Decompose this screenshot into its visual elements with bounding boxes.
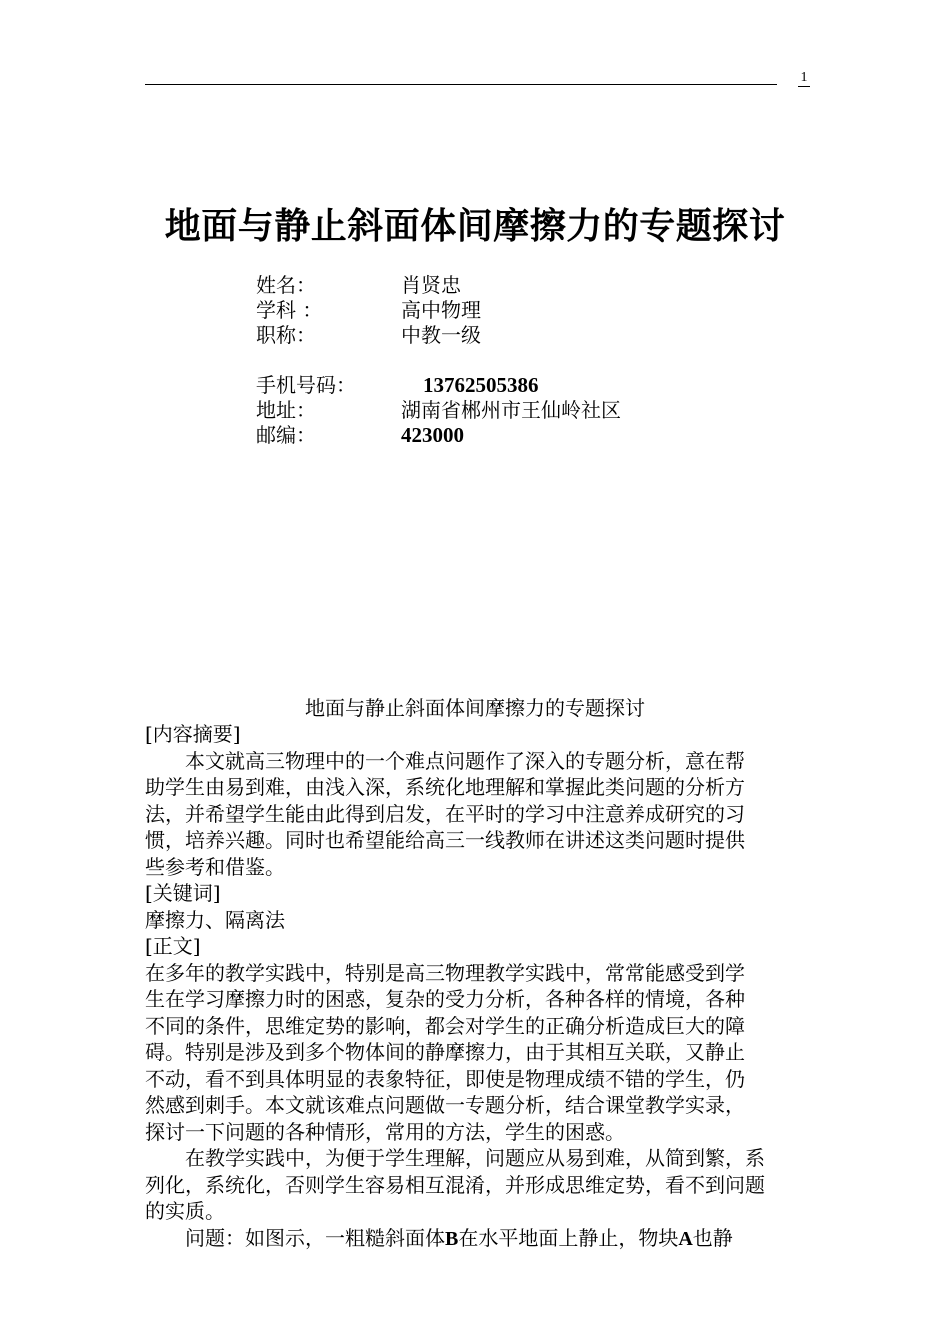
- name-value: 肖贤忠: [401, 273, 461, 297]
- address-value: 湖南省郴州市王仙岭社区: [401, 398, 621, 422]
- keywords-heading: [关键词]: [145, 881, 221, 905]
- paragraph-line: 不同的条件，思维定势的影响，都会对学生的正确分析造成巨大的障: [145, 1013, 745, 1038]
- abstract-line: 法，并希望学生能由此得到启发，在平时的学习中注意养成研究的习: [145, 801, 745, 826]
- article-body: [145, 721, 809, 1251]
- subject-value: 高中物理: [401, 298, 481, 322]
- name-label: 姓名：: [256, 273, 316, 297]
- problem-line: [145, 1225, 809, 1252]
- problem-prefix: 问题：如图示，一粗糙斜面体: [185, 1225, 445, 1250]
- section-title: 地面与静止斜面体间摩擦力的专题探讨: [305, 696, 645, 720]
- paragraph-line: 在教学实践中，为便于学生理解，问题应从易到难，从简到繁，系: [185, 1146, 765, 1170]
- abstract-line: 些参考和借鉴。: [145, 854, 285, 879]
- paragraph-line: 然感到刺手。本文就该难点问题做一专题分析，结合课堂教学实录，: [145, 1093, 745, 1117]
- paragraph-line: 列化，系统化，否则学生容易相互混淆，并形成思维定势，看不到问题: [145, 1172, 765, 1197]
- subject-label: 学科 ：: [256, 298, 323, 322]
- postcode-label: 邮编：: [256, 423, 316, 447]
- abstract-line: 惯，培养兴趣。同时也希望能给高三一线教师在讲述这类问题时提供: [145, 828, 745, 852]
- phone-value: 13762505386: [423, 373, 539, 397]
- body-heading: [正文]: [145, 934, 201, 958]
- paragraph-line: 探讨一下问题的各种情形，常用的方法，学生的困惑。: [145, 1119, 625, 1144]
- job-title-label: 职称：: [256, 323, 316, 347]
- object-a-label: A: [678, 1227, 693, 1250]
- keywords-text: 摩擦力、隔离法: [145, 907, 285, 932]
- abstract-line: 本文就高三物理中的一个难点问题作了深入的专题分析，意在帮: [185, 748, 745, 773]
- page-number: 1: [798, 70, 810, 87]
- phone-label: 手机号码：: [256, 373, 356, 397]
- abstract-line: 助学生由易到难，由浅入深，系统化地理解和掌握此类问题的分析方: [145, 775, 745, 799]
- problem-mid: 在水平地面上静止，物块: [458, 1225, 679, 1250]
- paragraph-line: 碍。特别是涉及到多个物体间的静摩擦力，由于其相互关联，又静止: [145, 1040, 745, 1064]
- problem-suffix: 也静: [692, 1225, 733, 1250]
- postcode-value: 423000: [401, 423, 464, 447]
- header-rule: [145, 84, 777, 85]
- paragraph-line: 生在学习摩擦力时的困惑，复杂的受力分析，各种各样的情境，各种: [145, 987, 745, 1011]
- paragraph-line: 的实质。: [145, 1199, 225, 1223]
- address-label: 地址：: [256, 398, 316, 422]
- abstract-heading: [内容摘要]: [145, 722, 241, 746]
- paragraph-line: 不动，看不到具体明显的表象特征，即使是物理成绩不错的学生，仍: [145, 1066, 745, 1091]
- document-title: 地面与静止斜面体间摩擦力的专题探讨: [164, 206, 786, 247]
- paragraph-line: 在多年的教学实践中，特别是高三物理教学实践中，常常能感受到学: [145, 960, 745, 985]
- object-b-label: B: [445, 1227, 459, 1250]
- job-title-value: 中教一级: [401, 323, 481, 347]
